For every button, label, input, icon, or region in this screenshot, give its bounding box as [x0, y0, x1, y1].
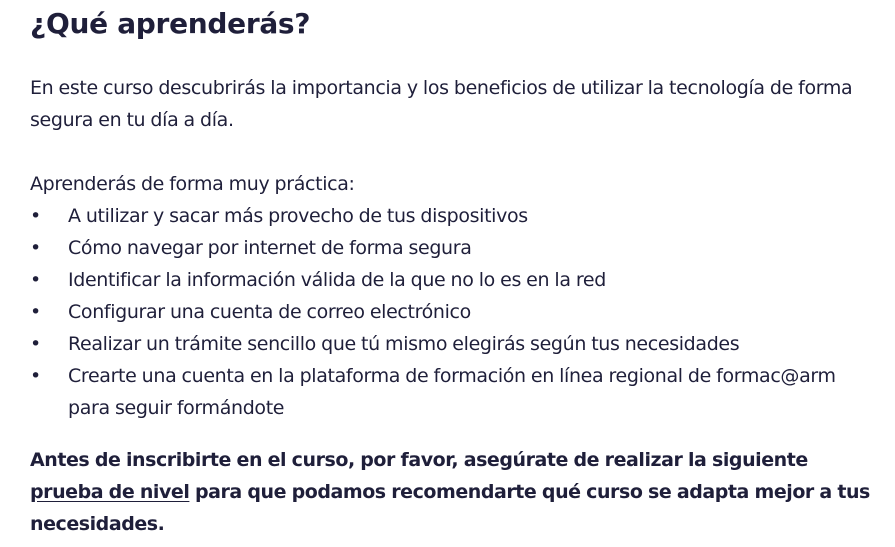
level-test-link[interactable]: prueba de nivel: [30, 481, 190, 503]
list-item-text: Realizar un trámite sencillo que tú mismo elegirás según tus necesidades: [68, 333, 740, 355]
list-item: [30, 360, 875, 424]
list-item-text: Identificar la información válida de la que no lo es en la red: [68, 269, 606, 291]
bullet-icon: •: [30, 237, 41, 259]
bullet-icon: •: [30, 365, 41, 387]
intro-paragraph: En este curso descubrirás la importancia y los beneficios de utilizar la tecnología de forma segura en tu día a día.: [30, 77, 853, 131]
list-item-text: Cómo navegar por internet de forma segura: [68, 237, 472, 259]
level-test-notice: [30, 444, 875, 540]
list-item: [30, 200, 875, 232]
bullet-icon: •: [30, 205, 41, 227]
list-item: [30, 264, 875, 296]
bullet-icon: •: [30, 269, 41, 291]
list-item-text: A utilizar y sacar más provecho de tus dispositivos: [68, 205, 528, 227]
learning-list: [30, 200, 875, 424]
section-heading: ¿Qué aprenderás?: [30, 7, 311, 40]
list-item: [30, 232, 875, 264]
list-item: [30, 328, 875, 360]
list-item: [30, 296, 875, 328]
notice-text-before: Antes de inscribirte en el curso, por favor, asegúrate de realizar la siguiente: [30, 449, 808, 471]
bullet-icon: •: [30, 301, 41, 323]
notice-text-after: para que podamos recomendarte qué curso se adapta mejor a tus necesidades.: [30, 481, 870, 535]
bullet-icon: •: [30, 333, 41, 355]
list-item-text: Crearte una cuenta en la plataforma de formación en línea regional de formac@arm para seguir formándote: [68, 365, 836, 419]
bullets-lead: Aprenderás de forma muy práctica:: [30, 173, 355, 195]
list-item-text: Configurar una cuenta de correo electrónico: [68, 301, 471, 323]
course-content: [30, 0, 875, 540]
